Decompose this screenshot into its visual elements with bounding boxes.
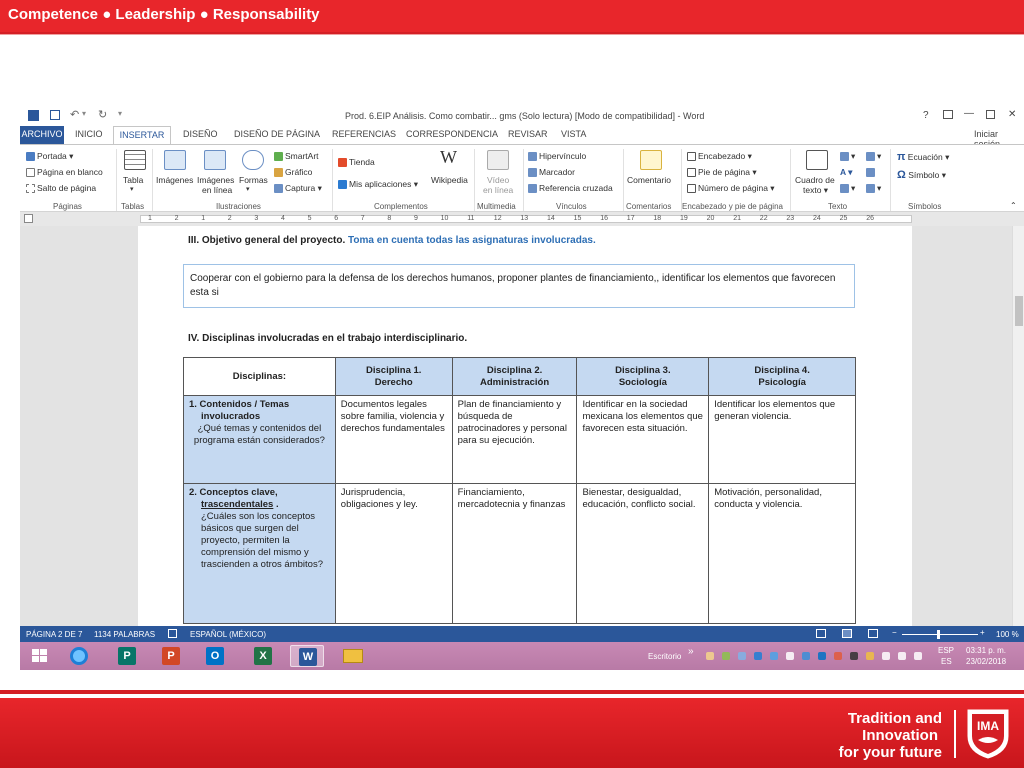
close-button[interactable]: ✕ xyxy=(1008,109,1017,120)
table-header-cell: Disciplina 1. Derecho xyxy=(335,358,452,396)
row-header-conceptos: 2. Conceptos clave, trascendentales . ¿Cuáles son los conceptos básicos que surgen del proyecto, permiten la comprensión del mismo y trascienden a otros ámbitos? xyxy=(184,484,336,624)
table-cell[interactable]: Identificar los elementos que generan violencia. xyxy=(709,396,856,484)
omega-icon: Ω xyxy=(897,169,906,181)
ruler-number: 13 xyxy=(520,215,529,222)
zoom-out-button[interactable]: − xyxy=(892,628,897,637)
powerpoint-icon[interactable]: P xyxy=(154,645,188,667)
wikipedia-icon: W xyxy=(440,147,457,167)
ruler-number: 20 xyxy=(706,215,715,222)
group-label-tablas: Tablas xyxy=(121,202,145,211)
horizontal-ruler xyxy=(20,212,1024,226)
tray-icon[interactable] xyxy=(738,652,746,660)
ruler-number: 9 xyxy=(414,215,418,222)
customize-qat-icon[interactable]: ▾ xyxy=(118,109,123,118)
clock-time[interactable]: 03:31 p. m. xyxy=(966,646,1007,655)
table-cell[interactable]: Bienestar, desigualdad, educación, conflicto social. xyxy=(577,484,709,624)
word-count[interactable]: 1134 PALABRAS xyxy=(94,630,156,639)
formas-button[interactable]: Formas xyxy=(239,175,268,185)
clock-date[interactable]: 23/02/2018 xyxy=(966,657,1007,666)
ruler-number: 25 xyxy=(839,215,848,222)
group-label-vinculos: Vínculos xyxy=(556,202,587,211)
my-apps-icon xyxy=(338,180,347,189)
ruler-number: 12 xyxy=(493,215,502,222)
tray-icon[interactable] xyxy=(866,652,874,660)
ruler-number: 8 xyxy=(387,215,392,222)
action-center-icon[interactable] xyxy=(898,652,906,660)
ruler-number: 19 xyxy=(680,215,688,222)
print-layout-icon[interactable] xyxy=(842,629,852,638)
store-icon xyxy=(338,158,347,167)
table-row xyxy=(184,484,856,624)
undo-dropdown-icon[interactable]: ▾ xyxy=(82,109,87,118)
group-label-paginas: Páginas xyxy=(53,202,82,211)
tray-icon[interactable] xyxy=(834,652,842,660)
tienda-button[interactable]: Tienda xyxy=(338,157,375,167)
slide-header xyxy=(0,0,1024,32)
page-number-icon xyxy=(687,184,696,193)
cross-reference-icon xyxy=(528,184,537,193)
page-count[interactable]: PÁGINA 2 DE 7 xyxy=(26,630,83,639)
cover-page-icon xyxy=(26,152,35,161)
footer-icon xyxy=(687,168,696,177)
smartart-icon xyxy=(274,152,283,161)
help-button[interactable]: ? xyxy=(923,110,929,121)
portada-button[interactable]: Portada ▾ xyxy=(26,151,73,162)
zoom-slider-thumb[interactable] xyxy=(937,630,940,639)
header-icon xyxy=(687,152,696,161)
ruler-number: 22 xyxy=(759,215,768,222)
page-break-icon xyxy=(26,184,35,193)
ribbon-tabs xyxy=(20,126,1024,144)
ribbon-insertar: Portada ▾ Página en blanco Salto de página Páginas Tabla ▾ Tablas Imágenes Imágenes en línea Formas ▾ SmartArt Gráfico Captura ▾ Ilustraciones Tienda Mis aplicaciones ▾ W Wikipedia Complementos Vídeo en línea Multimedia Hipervínculo Marcador Referencia cruzada Vínculos Comentario Comentarios Encabezado ▾ Pie de página ▾ Número de página ▾ Encabezado y pie de página Cuadro de texto ▾ ▾ A ▾ ▾ ▾ ▾ Texto π Ecuación ▾ Ω Símbolo ▾ Símbolos ⌃ xyxy=(20,144,1024,212)
windows-start-button[interactable] xyxy=(24,645,58,667)
table-cell[interactable]: Identificar en la sociedad mexicana los elementos que favorecen esta situación. xyxy=(577,396,709,484)
ima-logo-icon xyxy=(964,706,1012,760)
group-label-comentarios: Comentarios xyxy=(626,202,672,211)
group-label-simbolos: Símbolos xyxy=(908,202,942,211)
cuadro-texto-button[interactable]: Cuadro de xyxy=(795,175,835,185)
scrollbar-thumb[interactable] xyxy=(1015,296,1023,326)
tab-diseno-pagina[interactable]: DISEÑO DE PÁGINA xyxy=(234,129,321,139)
section-iv-heading: IV. Disciplinas involucradas en el trabajo interdisciplinario. xyxy=(188,333,468,344)
encabezado-button[interactable]: Encabezado ▾ xyxy=(687,151,752,162)
date-time-icon[interactable] xyxy=(866,167,877,177)
group-label-multimedia: Multimedia xyxy=(477,202,516,211)
network-icon[interactable] xyxy=(914,652,922,660)
restore-button[interactable] xyxy=(986,110,995,119)
zoom-slider[interactable] xyxy=(902,634,978,635)
ruler-number: 23 xyxy=(786,215,795,222)
group-label-texto: Texto xyxy=(828,202,848,211)
table-cell[interactable]: Financiamiento, mercadotecnia y finanzas xyxy=(452,484,577,624)
ecuacion-button[interactable]: π Ecuación ▾ xyxy=(897,151,950,163)
word-taskbar-icon[interactable]: W xyxy=(290,645,324,667)
table-cell[interactable]: Documentos legales sobre familia, violencia y derechos fundamentales xyxy=(335,396,452,484)
mail-tray-icon[interactable] xyxy=(706,652,714,660)
shapes-icon xyxy=(242,150,264,170)
pictures-icon xyxy=(164,150,186,170)
drop-cap-icon[interactable]: ▾ xyxy=(840,183,855,194)
numero-pagina-button[interactable]: Número de página ▾ xyxy=(687,183,775,194)
smartart-button[interactable]: SmartArt xyxy=(274,151,319,161)
slide-header-title: Competence ● Leadership ● Responsability xyxy=(8,6,320,23)
excel-icon[interactable]: X xyxy=(246,645,280,667)
tab-diseno[interactable]: DISEÑO xyxy=(183,129,218,139)
wordart-icon[interactable]: A ▾ xyxy=(840,167,853,177)
chart-icon xyxy=(274,168,283,177)
word-window xyxy=(20,106,1024,670)
zoom-level[interactable]: 100 % xyxy=(996,630,1019,639)
ruler-number: 4 xyxy=(281,215,285,222)
minimize-button[interactable]: — xyxy=(964,108,974,119)
ribbon-display-button[interactable] xyxy=(943,110,953,119)
table-row xyxy=(184,396,856,484)
table-header-cell: Disciplina 4. Psicología xyxy=(709,358,856,396)
sign-in-link[interactable]: Iniciar xyxy=(974,129,999,139)
ruler-number: 6 xyxy=(334,215,339,222)
document-area xyxy=(20,226,1012,626)
quick-parts-icon[interactable]: ▾ xyxy=(840,151,855,162)
table-cell[interactable]: Plan de financiamiento y búsqueda de patrocinadores y personal para su ejecución. xyxy=(452,396,577,484)
ruler-number: 5 xyxy=(307,215,312,222)
vertical-scrollbar[interactable] xyxy=(1012,226,1024,626)
ruler-number: 10 xyxy=(440,215,449,222)
comment-icon xyxy=(640,150,662,170)
ruler-number: 1 xyxy=(201,215,206,222)
document-title: Prod. 6.EIP Análisis. Como combatir... gms (Solo lectura) [Modo de compatibilidad] - Word xyxy=(345,111,705,121)
proofing-icon[interactable] xyxy=(168,629,177,638)
tab-insertar[interactable]: INSERTAR xyxy=(113,126,171,145)
hyperlink-icon xyxy=(528,152,537,161)
read-mode-icon[interactable] xyxy=(816,629,826,638)
tab-correspondencia[interactable]: CORRESPONDENCIA xyxy=(406,129,499,139)
marcador-button[interactable]: Marcador xyxy=(528,167,575,177)
pi-icon: π xyxy=(897,151,906,163)
table-header-cell: Disciplinas: xyxy=(184,358,336,396)
section-iii-heading: III. Objetivo general del proyecto. Toma en cuenta todas las asignaturas involucradas. xyxy=(188,235,596,246)
tab-archivo[interactable]: ARCHIVO xyxy=(20,126,64,144)
svg-text:IMA: IMA xyxy=(977,719,999,733)
captura-button[interactable]: Captura ▾ xyxy=(274,183,322,194)
undo-icon[interactable]: ↶ xyxy=(70,109,80,121)
signature-line-icon[interactable]: ▾ xyxy=(866,151,881,162)
table-header-cell: Disciplina 2. Administración xyxy=(452,358,577,396)
ruler-number: 3 xyxy=(254,215,259,222)
ruler-number: 11 xyxy=(467,215,475,222)
status-bar xyxy=(20,626,1024,642)
comentario-button[interactable]: Comentario xyxy=(627,175,671,185)
language-indicator[interactable]: ESPAÑOL (MÉXICO) xyxy=(190,630,267,639)
internet-explorer-icon[interactable] xyxy=(62,645,96,667)
table-header-row xyxy=(184,358,856,396)
pie-pagina-button[interactable]: Pie de página ▾ xyxy=(687,167,757,178)
ruler-number: 14 xyxy=(547,215,555,222)
bookmark-icon xyxy=(528,168,537,177)
save-icon[interactable] xyxy=(50,110,60,120)
tab-revisar[interactable]: REVISAR xyxy=(508,129,548,139)
group-label-complementos: Complementos xyxy=(374,202,428,211)
escritorio-toolbar[interactable]: Escritorio xyxy=(648,652,682,661)
ruler-number: 16 xyxy=(600,215,608,222)
ruler-number: 18 xyxy=(653,215,662,222)
simbolo-button[interactable]: Ω Símbolo ▾ xyxy=(897,169,947,181)
ruler-number: 2 xyxy=(174,215,179,222)
tray-icon[interactable] xyxy=(754,652,762,660)
salto-pagina-button[interactable]: Salto de página xyxy=(26,183,96,193)
online-video-icon xyxy=(487,150,509,170)
group-label-ilustraciones: Ilustraciones xyxy=(216,202,261,211)
ruler-number: 1 xyxy=(148,215,152,222)
windows-taskbar xyxy=(20,642,1024,670)
file-explorer-icon[interactable] xyxy=(336,645,370,667)
footer-divider xyxy=(954,710,956,758)
ruler-number: 24 xyxy=(813,215,821,222)
outlook-icon[interactable]: O xyxy=(198,645,232,667)
wikipedia-button[interactable]: Wikipedia xyxy=(431,175,468,185)
document-page[interactable] xyxy=(138,226,912,626)
video-linea-button[interactable]: Vídeo xyxy=(487,175,510,185)
toolbar-chevron-icon[interactable]: » xyxy=(688,646,694,657)
tab-vista[interactable]: VISTA xyxy=(561,129,587,139)
tab-referencias[interactable]: REFERENCIAS xyxy=(332,129,397,139)
object-icon[interactable]: ▾ xyxy=(866,183,881,194)
pagina-blanco-button[interactable]: Página en blanco xyxy=(26,167,103,177)
blank-page-icon xyxy=(26,168,35,177)
ruler-number: 7 xyxy=(360,215,365,222)
tab-inicio[interactable]: INICIO xyxy=(75,129,103,139)
objective-text-box[interactable]: Cooperar con el gobierno para la defensa de los derechos humanos, proponer plantes de financiamiento,, identificar los elementos que favorecen esta si xyxy=(183,264,855,308)
dropbox-icon[interactable] xyxy=(882,652,890,660)
ruler-number: 2 xyxy=(227,215,232,222)
collapse-ribbon-icon[interactable]: ⌃ xyxy=(1010,201,1017,210)
hipervinculo-button[interactable]: Hipervínculo xyxy=(528,151,586,161)
word-app-icon xyxy=(28,110,39,121)
input-language-2[interactable]: ES xyxy=(941,657,952,666)
text-box-icon xyxy=(806,150,828,170)
slide-tagline: Tradition and Innovation for your future xyxy=(838,710,942,761)
slide-footer-line xyxy=(0,690,1024,694)
ruler-number: 17 xyxy=(626,215,635,222)
tray-icon[interactable] xyxy=(722,652,730,660)
word-title-bar xyxy=(20,106,1024,126)
mis-aplicaciones-button[interactable]: Mis aplicaciones ▾ xyxy=(338,179,418,190)
table-header-cell: Disciplina 3. Sociología xyxy=(577,358,709,396)
slide-header-line xyxy=(0,32,1024,35)
slide-footer xyxy=(0,698,1024,768)
tab-selector-icon[interactable] xyxy=(24,214,33,223)
table-cell[interactable]: Jurisprudencia, obligaciones y ley. xyxy=(335,484,452,624)
imagenes-button[interactable]: Imágenes xyxy=(156,175,194,185)
grafico-button[interactable]: Gráfico xyxy=(274,167,312,177)
imagenes-linea-button[interactable]: Imágenes xyxy=(197,175,235,185)
ruler-number: 21 xyxy=(733,215,741,222)
referencia-cruzada-button[interactable]: Referencia cruzada xyxy=(528,183,613,193)
tray-icon[interactable] xyxy=(802,652,810,660)
disciplines-table xyxy=(183,357,856,624)
ruler-number: 15 xyxy=(573,215,582,222)
screenshot-icon xyxy=(274,184,283,193)
zoom-in-button[interactable]: + xyxy=(980,628,985,637)
tabla-button[interactable]: Tabla xyxy=(123,175,144,185)
row-header-contenidos: 1. Contenidos / Temas involucrados ¿Qué temas y contenidos del programa están considerados? xyxy=(184,396,336,484)
tray-icon[interactable] xyxy=(786,652,794,660)
publisher-icon[interactable]: P xyxy=(110,645,144,667)
web-layout-icon[interactable] xyxy=(868,629,878,638)
tray-icon[interactable] xyxy=(818,652,826,660)
redo-icon[interactable]: ↻ xyxy=(98,109,108,121)
tray-icon[interactable] xyxy=(770,652,778,660)
online-pictures-icon xyxy=(204,150,226,170)
group-label-encabezado: Encabezado y pie de página xyxy=(682,202,783,211)
table-cell[interactable]: Motivación, personalidad, conducta y violencia. xyxy=(709,484,856,624)
ruler-number: 26 xyxy=(866,215,874,222)
input-language-1[interactable]: ESP xyxy=(938,646,955,655)
table-icon xyxy=(124,150,146,170)
volume-icon[interactable] xyxy=(850,652,858,660)
